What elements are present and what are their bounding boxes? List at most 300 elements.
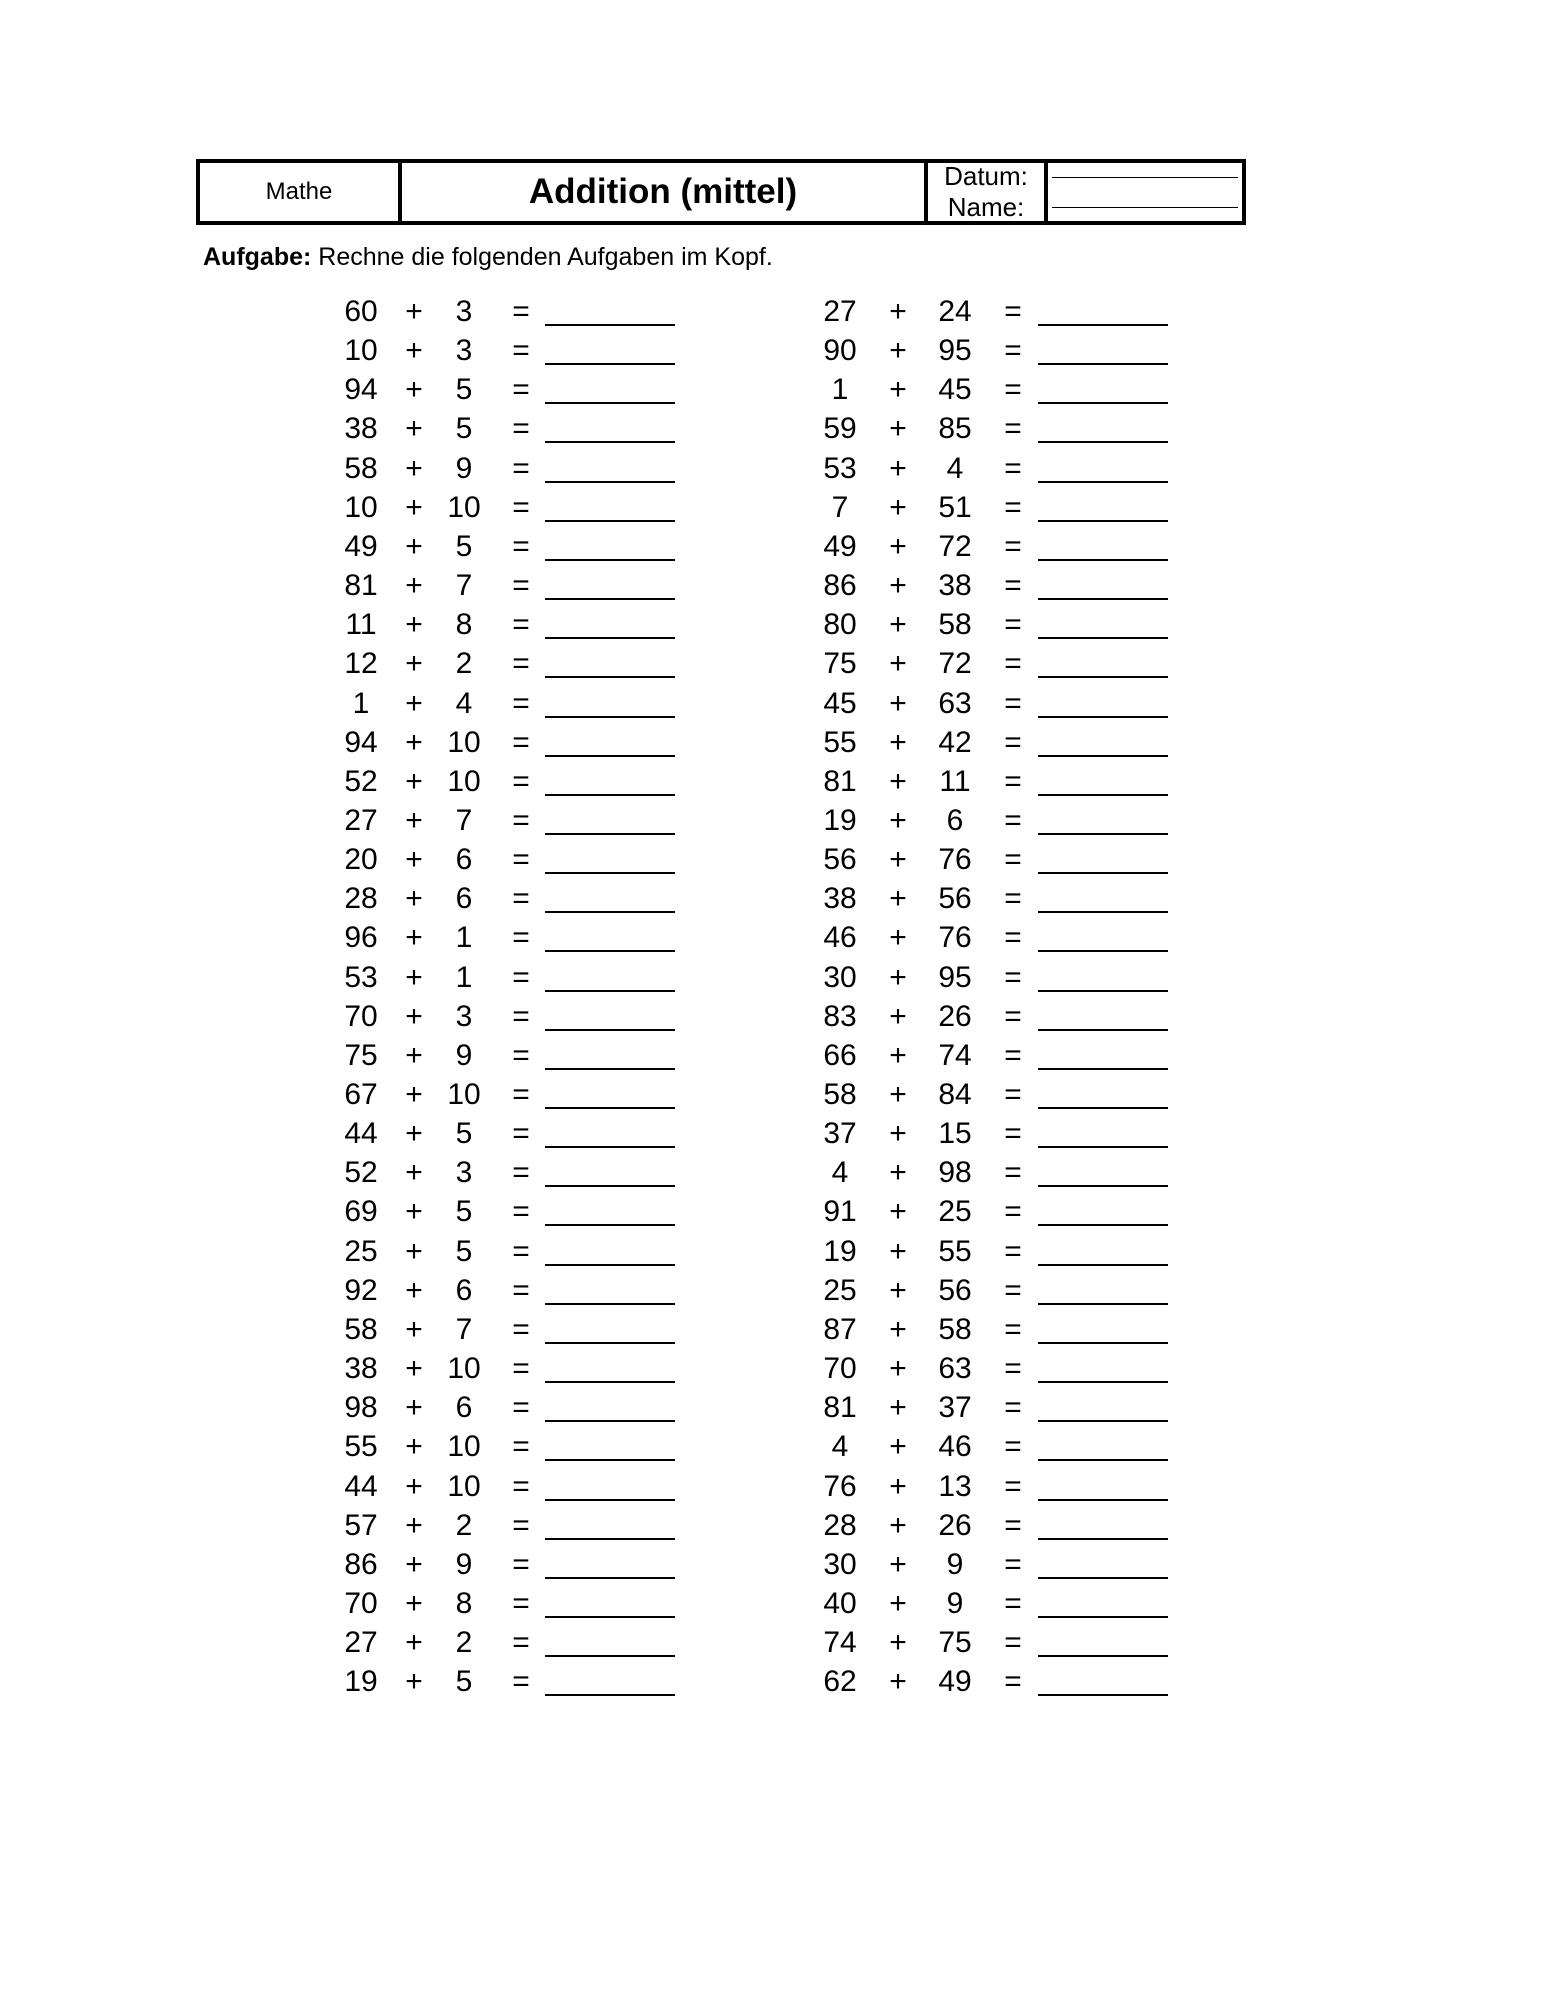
equals-sign: = bbox=[512, 921, 530, 955]
second-addend: 3 bbox=[455, 334, 473, 368]
equals-sign: = bbox=[1004, 1547, 1022, 1581]
second-addend: 6 bbox=[455, 1273, 473, 1307]
subject-label: Mathe bbox=[200, 163, 402, 221]
problem-row bbox=[0, 644, 1545, 683]
problem-row bbox=[0, 1310, 1545, 1349]
plus-sign: + bbox=[405, 1547, 423, 1581]
equals-sign: = bbox=[1004, 1312, 1022, 1346]
first-addend: 94 bbox=[344, 373, 378, 407]
second-addend: 6 bbox=[455, 843, 473, 877]
equals-sign: = bbox=[512, 843, 530, 877]
problem-row bbox=[0, 1036, 1545, 1075]
answer-blank[interactable] bbox=[1038, 559, 1168, 561]
second-addend: 5 bbox=[455, 412, 473, 446]
first-addend: 66 bbox=[823, 1038, 857, 1072]
equals-sign: = bbox=[1004, 1626, 1022, 1660]
second-addend: 2 bbox=[455, 1508, 473, 1542]
second-addend: 2 bbox=[455, 1626, 473, 1660]
plus-sign: + bbox=[405, 921, 423, 955]
equals-sign: = bbox=[512, 999, 530, 1033]
second-addend: 9 bbox=[455, 1038, 473, 1072]
plus-sign: + bbox=[405, 764, 423, 798]
first-addend: 69 bbox=[344, 1195, 378, 1229]
plus-sign: + bbox=[405, 1430, 423, 1464]
problem-row bbox=[0, 605, 1545, 644]
equals-sign: = bbox=[512, 373, 530, 407]
problem-row bbox=[0, 1427, 1545, 1466]
equals-sign: = bbox=[1004, 529, 1022, 563]
equals-sign: = bbox=[512, 686, 530, 720]
name-label: Name: bbox=[947, 192, 1025, 222]
first-addend: 53 bbox=[344, 960, 378, 994]
answer-blank[interactable] bbox=[1038, 872, 1168, 874]
answer-blank[interactable] bbox=[1038, 1655, 1168, 1657]
equals-sign: = bbox=[512, 1665, 530, 1699]
plus-sign: + bbox=[405, 373, 423, 407]
first-addend: 20 bbox=[344, 843, 378, 877]
equals-sign: = bbox=[1004, 1078, 1022, 1111]
plus-sign: + bbox=[889, 764, 907, 798]
answer-blank[interactable] bbox=[1038, 1577, 1168, 1579]
plus-sign: + bbox=[405, 1273, 423, 1307]
plus-sign: + bbox=[405, 882, 423, 916]
task-text: Rechne die folgenden Aufgaben im Kopf. bbox=[311, 243, 773, 271]
second-addend: 49 bbox=[938, 1665, 972, 1699]
first-addend: 11 bbox=[345, 608, 377, 642]
plus-sign: + bbox=[405, 1078, 423, 1111]
first-addend: 55 bbox=[823, 725, 857, 759]
second-addend: 7 bbox=[455, 569, 473, 603]
date-field[interactable] bbox=[1052, 177, 1238, 178]
equals-sign: = bbox=[512, 1469, 530, 1503]
answer-blank[interactable] bbox=[1038, 324, 1168, 326]
second-addend: 95 bbox=[938, 334, 972, 368]
plus-sign: + bbox=[405, 960, 423, 994]
plus-sign: + bbox=[889, 1547, 907, 1581]
plus-sign: + bbox=[405, 1665, 423, 1699]
answer-blank[interactable] bbox=[1038, 1107, 1168, 1109]
problem-row bbox=[0, 1271, 1545, 1310]
second-addend: 8 bbox=[455, 608, 473, 642]
plus-sign: + bbox=[405, 1312, 423, 1346]
answer-blank[interactable] bbox=[1038, 911, 1168, 913]
equals-sign: = bbox=[1004, 1391, 1022, 1425]
answer-blank[interactable] bbox=[1038, 1264, 1168, 1266]
problem-row bbox=[0, 1192, 1545, 1231]
name-field[interactable] bbox=[1052, 207, 1238, 208]
problem-row bbox=[0, 840, 1545, 879]
first-addend: 67 bbox=[344, 1078, 378, 1111]
plus-sign: + bbox=[889, 686, 907, 720]
plus-sign: + bbox=[889, 725, 907, 759]
answer-blank[interactable] bbox=[1038, 1459, 1168, 1461]
plus-sign: + bbox=[405, 647, 423, 681]
plus-sign: + bbox=[405, 686, 423, 720]
plus-sign: + bbox=[889, 1430, 907, 1464]
second-addend: 8 bbox=[455, 1586, 473, 1620]
plus-sign: + bbox=[889, 803, 907, 837]
plus-sign: + bbox=[889, 1508, 907, 1542]
second-addend: 24 bbox=[938, 295, 972, 328]
plus-sign: + bbox=[889, 608, 907, 642]
answer-blank[interactable] bbox=[1038, 833, 1168, 835]
first-addend: 25 bbox=[823, 1273, 857, 1307]
plus-sign: + bbox=[889, 882, 907, 916]
first-addend: 81 bbox=[823, 764, 857, 798]
problem-row bbox=[0, 409, 1545, 448]
problem-row bbox=[0, 1623, 1545, 1662]
plus-sign: + bbox=[889, 490, 907, 524]
plus-sign: + bbox=[889, 1665, 907, 1699]
problem-row bbox=[0, 1545, 1545, 1584]
answer-blank[interactable] bbox=[1038, 481, 1168, 483]
plus-sign: + bbox=[889, 569, 907, 603]
second-addend: 58 bbox=[938, 608, 972, 642]
equals-sign: = bbox=[512, 1430, 530, 1464]
worksheet-title: Addition (mittel) bbox=[402, 163, 928, 221]
second-addend: 63 bbox=[938, 1352, 972, 1386]
second-addend: 1 bbox=[455, 921, 473, 955]
task-instruction bbox=[203, 243, 773, 272]
second-addend: 38 bbox=[938, 569, 972, 603]
second-addend: 4 bbox=[946, 451, 964, 485]
plus-sign: + bbox=[405, 1508, 423, 1542]
second-addend: 5 bbox=[455, 1234, 473, 1268]
answer-blank[interactable] bbox=[1038, 1303, 1168, 1305]
problem-row bbox=[0, 762, 1545, 801]
equals-sign: = bbox=[1004, 1665, 1022, 1699]
answer-blank[interactable] bbox=[1038, 1538, 1168, 1540]
plus-sign: + bbox=[405, 1352, 423, 1386]
second-addend: 10 bbox=[447, 1352, 481, 1386]
equals-sign: = bbox=[512, 882, 530, 916]
answer-blank[interactable] bbox=[1038, 598, 1168, 600]
equals-sign: = bbox=[1004, 764, 1022, 798]
equals-sign: = bbox=[1004, 412, 1022, 446]
problem-row bbox=[0, 1467, 1545, 1506]
plus-sign: + bbox=[889, 412, 907, 446]
first-addend: 12 bbox=[344, 647, 378, 681]
first-addend: 92 bbox=[344, 1273, 378, 1307]
answer-blank[interactable] bbox=[1038, 990, 1168, 992]
plus-sign: + bbox=[889, 334, 907, 368]
second-addend: 72 bbox=[938, 529, 972, 563]
first-addend: 28 bbox=[823, 1508, 857, 1542]
equals-sign: = bbox=[512, 1547, 530, 1581]
equals-sign: = bbox=[1004, 490, 1022, 524]
equals-sign: = bbox=[512, 451, 530, 485]
second-addend: 46 bbox=[938, 1430, 972, 1464]
first-addend: 27 bbox=[823, 295, 857, 328]
first-addend: 7 bbox=[831, 490, 849, 524]
answer-blank[interactable] bbox=[1038, 1185, 1168, 1187]
second-addend: 10 bbox=[447, 490, 481, 524]
second-addend: 6 bbox=[455, 882, 473, 916]
plus-sign: + bbox=[405, 1469, 423, 1503]
first-addend: 40 bbox=[823, 1586, 857, 1620]
second-addend: 7 bbox=[455, 803, 473, 837]
equals-sign: = bbox=[1004, 1469, 1022, 1503]
answer-blank[interactable] bbox=[1038, 1146, 1168, 1148]
plus-sign: + bbox=[405, 451, 423, 485]
second-addend: 5 bbox=[455, 1195, 473, 1229]
second-addend: 75 bbox=[938, 1626, 972, 1660]
equals-sign: = bbox=[512, 1234, 530, 1268]
second-addend: 13 bbox=[938, 1469, 972, 1503]
second-addend: 9 bbox=[946, 1547, 964, 1581]
plus-sign: + bbox=[405, 1234, 423, 1268]
answer-blank[interactable] bbox=[1038, 676, 1168, 678]
equals-sign: = bbox=[1004, 373, 1022, 407]
first-addend: 70 bbox=[344, 999, 378, 1033]
first-addend: 38 bbox=[344, 1352, 378, 1386]
first-addend: 19 bbox=[823, 803, 857, 837]
equals-sign: = bbox=[512, 764, 530, 798]
second-addend: 56 bbox=[938, 882, 972, 916]
plus-sign: + bbox=[405, 1586, 423, 1620]
problem-row bbox=[0, 1153, 1545, 1192]
second-addend: 9 bbox=[946, 1586, 964, 1620]
equals-sign: = bbox=[512, 1312, 530, 1346]
equals-sign: = bbox=[512, 803, 530, 837]
first-addend: 86 bbox=[344, 1547, 378, 1581]
equals-sign: = bbox=[512, 529, 530, 563]
plus-sign: + bbox=[889, 960, 907, 994]
first-addend: 10 bbox=[344, 490, 378, 524]
plus-sign: + bbox=[405, 490, 423, 524]
equals-sign: = bbox=[1004, 921, 1022, 955]
second-addend: 11 bbox=[939, 764, 971, 798]
first-addend: 37 bbox=[823, 1117, 857, 1151]
answer-blank[interactable] bbox=[1038, 1342, 1168, 1344]
second-addend: 76 bbox=[938, 843, 972, 877]
answer-blank[interactable] bbox=[1038, 1420, 1168, 1422]
worksheet-header bbox=[196, 159, 1246, 225]
problem-row bbox=[0, 1506, 1545, 1545]
plus-sign: + bbox=[889, 529, 907, 563]
first-addend: 38 bbox=[344, 412, 378, 446]
second-addend: 3 bbox=[455, 999, 473, 1033]
answer-blank[interactable] bbox=[1038, 755, 1168, 757]
first-addend: 27 bbox=[344, 803, 378, 837]
problem-row bbox=[0, 370, 1545, 409]
first-addend: 91 bbox=[823, 1195, 857, 1229]
plus-sign: + bbox=[889, 451, 907, 485]
equals-sign: = bbox=[1004, 608, 1022, 642]
plus-sign: + bbox=[405, 999, 423, 1033]
plus-sign: + bbox=[889, 1469, 907, 1503]
date-label: Datum: bbox=[944, 161, 1028, 191]
answer-blank[interactable] bbox=[1038, 363, 1168, 365]
first-addend: 58 bbox=[823, 1078, 857, 1111]
problem-row bbox=[0, 684, 1545, 723]
equals-sign: = bbox=[1004, 1508, 1022, 1542]
answer-blank[interactable] bbox=[1038, 1694, 1168, 1696]
answer-blank[interactable] bbox=[1038, 950, 1168, 952]
second-addend: 1 bbox=[455, 960, 473, 994]
problem-row bbox=[0, 1662, 1545, 1701]
equals-sign: = bbox=[1004, 451, 1022, 485]
equals-sign: = bbox=[1004, 725, 1022, 759]
equals-sign: = bbox=[1004, 1430, 1022, 1464]
problem-row bbox=[0, 958, 1545, 997]
second-addend: 3 bbox=[455, 1156, 473, 1190]
plus-sign: + bbox=[889, 1117, 907, 1151]
first-addend: 56 bbox=[823, 843, 857, 877]
problem-row bbox=[0, 527, 1545, 566]
problem-row bbox=[0, 918, 1545, 957]
first-addend: 83 bbox=[823, 999, 857, 1033]
second-addend: 26 bbox=[938, 999, 972, 1033]
plus-sign: + bbox=[405, 412, 423, 446]
first-addend: 62 bbox=[823, 1665, 857, 1699]
equals-sign: = bbox=[512, 490, 530, 524]
second-addend: 10 bbox=[447, 725, 481, 759]
first-addend: 52 bbox=[344, 1156, 378, 1190]
equals-sign: = bbox=[512, 1626, 530, 1660]
equals-sign: = bbox=[512, 725, 530, 759]
plus-sign: + bbox=[889, 1195, 907, 1229]
second-addend: 10 bbox=[447, 1078, 481, 1111]
equals-sign: = bbox=[1004, 1156, 1022, 1190]
first-addend: 30 bbox=[823, 960, 857, 994]
plus-sign: + bbox=[405, 1391, 423, 1425]
answer-blank[interactable] bbox=[1038, 520, 1168, 522]
plus-sign: + bbox=[405, 1038, 423, 1072]
first-addend: 57 bbox=[344, 1508, 378, 1542]
answer-blank[interactable] bbox=[1038, 1224, 1168, 1226]
equals-sign: = bbox=[1004, 803, 1022, 837]
problem-row bbox=[0, 1584, 1545, 1623]
plus-sign: + bbox=[405, 843, 423, 877]
first-addend: 44 bbox=[344, 1469, 378, 1503]
answer-blank[interactable] bbox=[1038, 637, 1168, 639]
plus-sign: + bbox=[405, 1117, 423, 1151]
first-addend: 96 bbox=[344, 921, 378, 955]
plus-sign: + bbox=[889, 1586, 907, 1620]
answer-blank[interactable] bbox=[1038, 402, 1168, 404]
plus-sign: + bbox=[889, 843, 907, 877]
equals-sign: = bbox=[1004, 1586, 1022, 1620]
equals-sign: = bbox=[1004, 999, 1022, 1033]
second-addend: 63 bbox=[938, 686, 972, 720]
second-addend: 74 bbox=[938, 1038, 972, 1072]
second-addend: 5 bbox=[455, 373, 473, 407]
first-addend: 52 bbox=[344, 764, 378, 798]
first-addend: 38 bbox=[823, 882, 857, 916]
answer-blank[interactable] bbox=[1038, 1616, 1168, 1618]
equals-sign: = bbox=[512, 295, 530, 328]
second-addend: 58 bbox=[938, 1312, 972, 1346]
equals-sign: = bbox=[1004, 960, 1022, 994]
first-addend: 75 bbox=[344, 1038, 378, 1072]
first-addend: 1 bbox=[352, 686, 370, 720]
problem-row bbox=[0, 723, 1545, 762]
plus-sign: + bbox=[405, 295, 423, 328]
second-addend: 37 bbox=[938, 1391, 972, 1425]
second-addend: 85 bbox=[938, 412, 972, 446]
second-addend: 98 bbox=[938, 1156, 972, 1190]
answer-blank[interactable] bbox=[1038, 1499, 1168, 1501]
second-addend: 2 bbox=[455, 647, 473, 681]
first-addend: 1 bbox=[831, 373, 849, 407]
second-addend: 6 bbox=[455, 1391, 473, 1425]
first-addend: 60 bbox=[344, 295, 378, 328]
first-addend: 27 bbox=[344, 1626, 378, 1660]
task-label: Aufgabe: bbox=[203, 243, 312, 271]
equals-sign: = bbox=[1004, 647, 1022, 681]
answer-blank[interactable] bbox=[1038, 441, 1168, 443]
second-addend: 5 bbox=[455, 1117, 473, 1151]
plus-sign: + bbox=[889, 921, 907, 955]
equals-sign: = bbox=[1004, 1117, 1022, 1151]
equals-sign: = bbox=[512, 1352, 530, 1386]
answer-blank[interactable] bbox=[1038, 1381, 1168, 1383]
plus-sign: + bbox=[889, 295, 907, 328]
second-addend: 3 bbox=[455, 295, 473, 328]
answer-blank[interactable] bbox=[1038, 794, 1168, 796]
problem-row bbox=[0, 1114, 1545, 1153]
second-addend: 25 bbox=[938, 1195, 972, 1229]
second-addend: 45 bbox=[938, 373, 972, 407]
equals-sign: = bbox=[512, 1273, 530, 1307]
second-addend: 51 bbox=[938, 490, 972, 524]
equals-sign: = bbox=[1004, 1273, 1022, 1307]
second-addend: 95 bbox=[938, 960, 972, 994]
first-addend: 70 bbox=[823, 1352, 857, 1386]
first-addend: 80 bbox=[823, 608, 857, 642]
equals-sign: = bbox=[1004, 686, 1022, 720]
equals-sign: = bbox=[512, 1117, 530, 1151]
plus-sign: + bbox=[889, 1391, 907, 1425]
equals-sign: = bbox=[512, 1195, 530, 1229]
second-addend: 76 bbox=[938, 921, 972, 955]
problem-row bbox=[0, 879, 1545, 918]
plus-sign: + bbox=[889, 373, 907, 407]
plus-sign: + bbox=[889, 1352, 907, 1386]
first-addend: 87 bbox=[823, 1312, 857, 1346]
plus-sign: + bbox=[889, 1078, 907, 1111]
plus-sign: + bbox=[405, 803, 423, 837]
plus-sign: + bbox=[889, 999, 907, 1033]
equals-sign: = bbox=[1004, 334, 1022, 368]
equals-sign: = bbox=[1004, 882, 1022, 916]
first-addend: 25 bbox=[344, 1234, 378, 1268]
plus-sign: + bbox=[405, 334, 423, 368]
equals-sign: = bbox=[1004, 843, 1022, 877]
second-addend: 84 bbox=[938, 1078, 972, 1111]
second-addend: 6 bbox=[946, 803, 964, 837]
equals-sign: = bbox=[512, 1586, 530, 1620]
problem-row bbox=[0, 1232, 1545, 1271]
first-addend: 74 bbox=[823, 1626, 857, 1660]
problem-row bbox=[0, 566, 1545, 605]
first-addend: 86 bbox=[823, 569, 857, 603]
equals-sign: = bbox=[1004, 1195, 1022, 1229]
first-addend: 53 bbox=[823, 451, 857, 485]
first-addend: 76 bbox=[823, 1469, 857, 1503]
plus-sign: + bbox=[889, 1312, 907, 1346]
first-addend: 19 bbox=[823, 1234, 857, 1268]
equals-sign: = bbox=[512, 608, 530, 642]
answer-blank[interactable] bbox=[1038, 716, 1168, 718]
answer-blank[interactable] bbox=[1038, 1068, 1168, 1070]
answer-blank[interactable] bbox=[1038, 1029, 1168, 1031]
plus-sign: + bbox=[405, 608, 423, 642]
plus-sign: + bbox=[889, 1626, 907, 1660]
first-addend: 94 bbox=[344, 725, 378, 759]
equals-sign: = bbox=[1004, 1234, 1022, 1268]
